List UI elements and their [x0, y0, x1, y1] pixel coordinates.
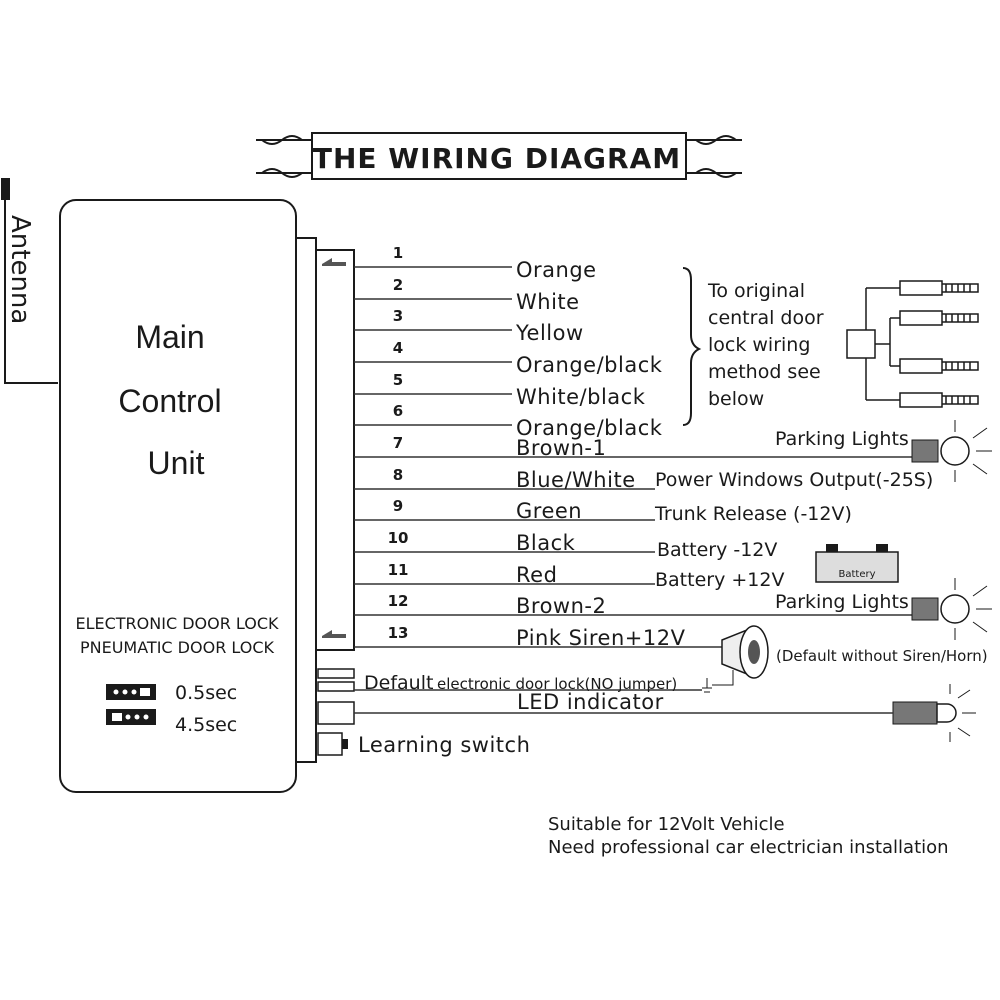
actuator-body-2	[900, 311, 942, 325]
battery-neg-label: Battery -12V	[657, 539, 778, 561]
wire-color-4: Orange/black	[516, 353, 663, 377]
parking-lights-2-label: Parking Lights	[775, 591, 909, 613]
antenna	[1, 178, 58, 383]
battery-icon	[816, 544, 898, 582]
led-indicator-label: LED indicator	[517, 690, 664, 714]
lock-note-4: method see	[708, 361, 821, 383]
actuator-body-4	[900, 393, 942, 407]
lock-note-3: lock wiring	[708, 334, 811, 356]
lock-note-5: below	[708, 388, 765, 410]
power-windows-label: Power Windows Output(-25S)	[655, 469, 934, 491]
door-lock-actuators-icon	[847, 281, 978, 407]
bulb-icon-2	[912, 578, 992, 640]
actuator-rod-3	[942, 362, 978, 370]
main-control-unit	[60, 200, 296, 792]
wire-pin-13: 13	[387, 624, 409, 642]
wire-color-5: White/black	[516, 385, 646, 409]
wire-pin-6: 6	[392, 402, 404, 420]
wire-pin-10: 10	[387, 529, 409, 547]
jumper-detail-label: electronic door lock(NO jumper)	[437, 675, 678, 693]
diagram-title: THE WIRING DIAGRAM	[312, 142, 682, 175]
actuator-rod-2	[942, 314, 978, 322]
siren-note: (Default without Siren/Horn)	[776, 647, 988, 665]
parking-lights-1-label: Parking Lights	[775, 428, 909, 450]
jumper-default-label: Default	[364, 672, 434, 694]
footer-line-1: Suitable for 12Volt Vehicle	[548, 814, 785, 835]
wire-pin-1: 1	[392, 244, 404, 262]
wire-color-11: Red	[516, 563, 558, 587]
lock-type-electronic: ELECTRONIC DOOR LOCK	[75, 614, 279, 633]
footer-line-2: Need professional car electrician installation	[548, 837, 949, 858]
lock-type-pneumatic: PNEUMATIC DOOR LOCK	[79, 638, 275, 657]
wire-color-2: White	[516, 290, 580, 314]
wire-pin-3: 3	[392, 307, 404, 325]
battery-icon-label: Battery	[838, 569, 876, 580]
mcu-line-2: Control	[118, 383, 222, 419]
mcu-line-1: Main	[135, 319, 205, 355]
trunk-release-label: Trunk Release (-12V)	[655, 503, 852, 525]
timing-4-5sec: 4.5sec	[175, 714, 238, 736]
battery-pos-label: Battery +12V	[655, 569, 785, 591]
wire-color-10: Black	[516, 531, 576, 555]
led-icon	[893, 684, 976, 742]
antenna-label: Antenna	[5, 215, 35, 325]
title-banner	[256, 133, 742, 179]
learning-switch-label: Learning switch	[358, 733, 531, 757]
wire-pin-11: 11	[387, 561, 409, 579]
timing-0-5sec: 0.5sec	[175, 682, 238, 704]
wire-color-3: Yellow	[516, 321, 584, 345]
wire-pin-7: 7	[392, 434, 404, 452]
footer	[548, 814, 949, 858]
mcu-line-3: Unit	[147, 445, 205, 481]
actuator-body-3	[900, 359, 942, 373]
wire-pin-12: 12	[387, 592, 409, 610]
central-lock-group	[683, 268, 978, 425]
wire-pin-4: 4	[392, 339, 404, 357]
wire-color-13: Pink Siren+12V	[516, 626, 686, 650]
wire-color-6: Orange/black	[516, 416, 663, 440]
wire-color-1: Orange	[516, 258, 597, 282]
wire-color-8: Blue/White	[516, 468, 636, 492]
wire-pin-9: 9	[392, 497, 404, 515]
lock-note-2: central door	[708, 307, 824, 329]
lock-note-1: To original	[708, 280, 806, 302]
wire-pin-8: 8	[392, 466, 404, 484]
connector-block	[296, 238, 354, 762]
wire-pin-2: 2	[392, 276, 404, 294]
destinations	[654, 420, 992, 742]
actuator-rod-4	[942, 396, 978, 404]
actuator-rod-1	[942, 284, 978, 292]
wire-color-12: Brown-2	[516, 594, 607, 618]
wire-color-9: Green	[516, 499, 583, 523]
siren-icon	[702, 626, 768, 692]
aux-connectors	[354, 672, 893, 757]
wire-color-7: Brown-1	[516, 436, 607, 460]
actuator-body-1	[900, 281, 942, 295]
wire-pin-5: 5	[392, 371, 404, 389]
